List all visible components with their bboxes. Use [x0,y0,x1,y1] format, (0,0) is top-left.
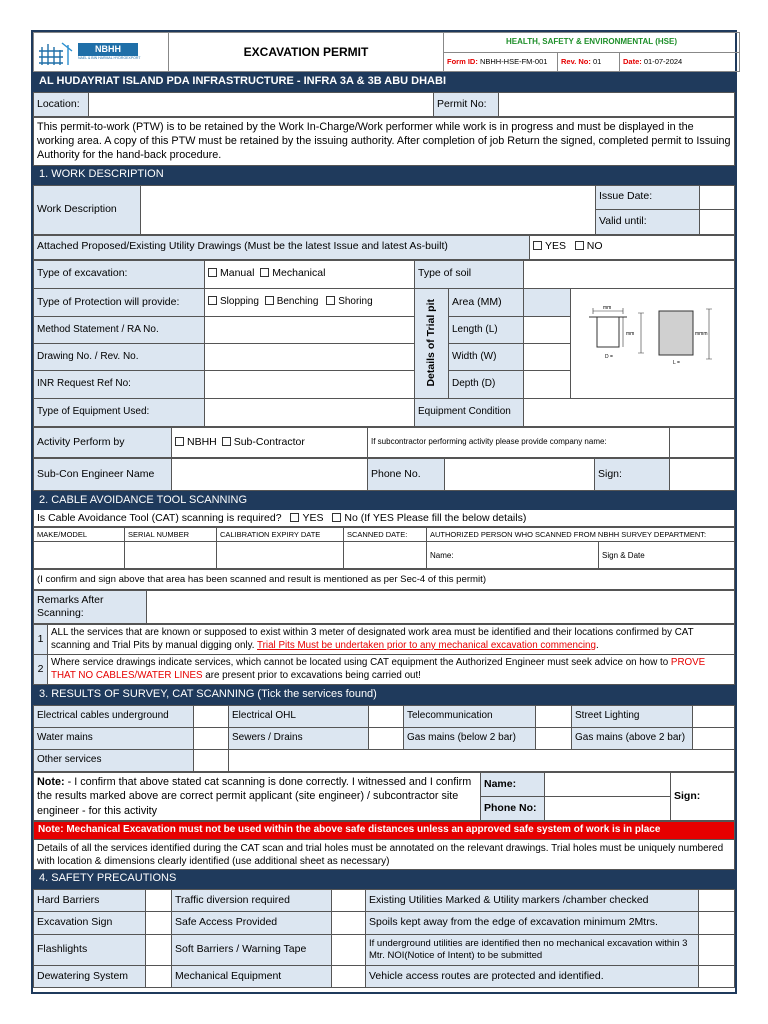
precaution-check[interactable] [332,934,366,965]
service-electrical-cables: Electrical cables underground [34,706,194,728]
activity-table [33,427,735,458]
diagram-mm-top: mm [603,304,612,311]
service-check[interactable] [369,728,404,750]
service-check[interactable] [693,706,735,728]
precaution-mechanical-equipment: Mechanical Equipment [172,965,332,987]
sign-date-field[interactable] [599,542,735,569]
drawings-no-checkbox[interactable] [575,241,584,250]
slopping-checkbox[interactable] [208,296,217,305]
type-soil-field[interactable] [524,260,735,288]
cat-scan-table [33,527,735,569]
form-title: EXCAVATION PERMIT [169,33,444,72]
mechanical-label: Mechanical [272,267,326,280]
service-check[interactable] [536,728,572,750]
nbhh-checkbox[interactable] [175,437,184,446]
inr-label: INR Request Ref No: [34,371,205,398]
precaution-check[interactable] [332,889,366,911]
authorized-name-field[interactable] [427,542,599,569]
depth-field[interactable] [524,371,571,398]
service-telecom: Telecommunication [404,706,536,728]
precaution-check[interactable] [332,965,366,987]
witness-note-text: - I confirm that above stated cat scanning is done correctly. I witnessed and I confirm the results marked above are correct permit applicant (site engineer) / subcontractor site engineer - for this activity [37,775,472,817]
precaution-check[interactable] [146,911,172,934]
col-make-model: MAKE/MODEL [34,528,125,542]
authorized-name-label: Name: [430,550,454,560]
phone-label: Phone No. [368,458,445,490]
precaution-check[interactable] [146,889,172,911]
diagram-l-label: L = [673,359,680,366]
precaution-excavation-sign: Excavation Sign [34,911,146,934]
service-other: Other services [34,750,194,772]
cat-no-checkbox[interactable] [332,513,341,522]
service-other-field[interactable] [229,750,735,772]
precaution-hard-barriers: Hard Barriers [34,889,146,911]
serial-field[interactable] [125,542,217,569]
precaution-utilities-marked: Existing Utilities Marked & Utility markers /chamber checked [366,889,699,911]
service-check[interactable] [693,728,735,750]
precaution-underground-utilities: If underground utilities are identified then no mechanical excavation within 3 Mtr. NOI(Notice of Intent) to be submitted [366,934,699,965]
note-1-text: ALL the services that are known or supposed to exist within 3 meter of designated work area must be identified and their locations confirmed by CAT scanning and Trial Pits by manual digging only. [51,627,694,651]
witness-sign-label[interactable]: Sign: [671,773,735,821]
issue-date-field[interactable] [700,185,735,209]
diagram-d-label: D = [605,353,613,360]
cat-notes-table [33,624,735,685]
calibration-field[interactable] [217,542,344,569]
location-field[interactable] [89,92,434,116]
work-desc-label: Work Description [34,185,141,234]
rev-label: Rev. No: [561,57,591,67]
service-check[interactable] [536,706,572,728]
section-1-title: 1. WORK DESCRIPTION [34,165,735,184]
width-label: Width (W) [449,344,524,371]
precaution-safe-access: Safe Access Provided [172,911,332,934]
cat-yes-label: YES [302,511,324,524]
service-gas-below: Gas mains (below 2 bar) [404,728,536,750]
scanned-date-field[interactable] [344,542,427,569]
manual-label: Manual [220,267,255,280]
area-field[interactable] [524,288,571,316]
col-authorized-person: AUTHORIZED PERSON WHO SCANNED FROM NBHH SURVEY DEPARTMENT: [427,528,735,542]
section-4-title: 4. SAFETY PRECAUTIONS [34,870,735,889]
note-2-text: Where service drawings indicate services, which cannot be located using CAT equipment the Authorized Engineer must seek advice on how to [51,657,671,669]
method-label: Method Statement / RA No. [34,316,205,343]
witness-note-label: Note: [37,775,68,788]
method-field[interactable] [205,316,415,343]
precaution-check[interactable] [699,889,735,911]
intro-text: This permit-to-work (PTW) is to be retained by the Work In-Charge/Work performer while work is in progress and must be displayed in the working area. A copy of this PTW must be retained by the issuing authority. After completion of job Return the signed, completed permit to Issuing Authority for the hand-back procedure. [34,117,735,165]
work-description-table [33,185,735,235]
drawing-no-field[interactable] [205,344,415,371]
permit-no-field[interactable] [499,92,735,116]
phone-field[interactable] [445,458,595,490]
subcon-company-field[interactable] [670,427,735,457]
manual-checkbox[interactable] [208,268,217,277]
subcontractor-label: Sub-Contractor [233,435,305,448]
drawings-yes-label: YES [545,240,567,253]
length-label: Length (L) [449,316,524,343]
equipment-label: Type of Equipment Used: [34,398,205,426]
header-table [33,32,740,72]
form-date: 01-07-2024 [643,57,683,67]
col-serial: SERIAL NUMBER [125,528,217,542]
section-2-title: 2. CABLE AVOIDANCE TOOL SCANNING [34,491,735,510]
benching-checkbox[interactable] [265,296,274,305]
note-1-red: Trial Pits Must be undertaken prior to any mechanical excavation commencing [257,639,596,651]
cat-yes-checkbox[interactable] [290,513,299,522]
safe-distance-warning: Note: Mechanical Excavation must not be used within the above safe distances unless an approved safe system of work is in place [34,822,735,840]
precaution-check[interactable] [699,965,735,987]
cat-no-label: No (If YES Please fill the below details) [344,511,527,524]
service-check[interactable] [194,750,229,772]
precaution-traffic-diversion: Traffic diversion required [172,889,332,911]
details-text: Details of all the services identified during the CAT scan and trial holes must be annotated on the relevant drawings. Trial holes must be uniquely numbered with location & dimensions clearly identified (use additional sheet as necessary) [34,840,735,870]
precaution-flashlights: Flashlights [34,934,146,965]
logo-text: NBHH [78,43,138,56]
remarks-field[interactable] [147,591,735,624]
precaution-dewatering: Dewatering System [34,965,146,987]
note-1-number: 1 [34,625,48,655]
service-gas-above: Gas mains (above 2 bar) [572,728,693,750]
service-street-lighting: Street Lighting [572,706,693,728]
area-label: Area (MM) [449,288,524,316]
length-field[interactable] [524,316,571,343]
sign-label: Sign: [595,458,670,490]
precaution-check[interactable] [146,934,172,965]
drawings-no-label: NO [586,240,603,253]
date-label: Date: [623,57,642,67]
precaution-check[interactable] [332,911,366,934]
note-2-end: are present prior to excavations being carried out! [202,669,421,681]
equipment-condition-label: Equipment Condition [415,398,524,426]
section-3-title: 3. RESULTS OF SURVEY, CAT SCANNING (Tick the services found) [34,686,735,705]
service-electrical-ohl: Electrical OHL [229,706,369,728]
slopping-label: Slopping [220,295,259,307]
work-desc-field[interactable] [141,185,596,234]
scan-confirm-text: (I confirm and sign above that area has been scanned and result is mentioned as per Sec-4 of this permit) [34,570,735,590]
drawings-label: Attached Proposed/Existing Utility Drawings (Must be the latest Issue and latest As-built) [34,235,530,259]
width-field[interactable] [524,344,571,371]
service-check[interactable] [194,706,229,728]
permit-no-label: Permit No: [434,92,499,116]
diagram-mm-side: mm [626,330,635,337]
issue-date-label: Issue Date: [596,185,700,209]
trial-pit-diagram [571,288,735,398]
witness-phone-field[interactable] [545,797,671,821]
precaution-spoils: Spoils kept away from the edge of excavation minimum 2Mtrs. [366,911,699,934]
drawings-yes-checkbox[interactable] [533,241,542,250]
mechanical-checkbox[interactable] [260,268,269,277]
location-label: Location: [34,92,89,116]
precaution-vehicle-access: Vehicle access routes are protected and identified. [366,965,699,987]
witness-name-label: Name: [481,773,545,797]
location-row [33,92,735,117]
sign-field[interactable] [670,458,735,490]
precaution-check[interactable] [699,911,735,934]
precaution-check[interactable] [699,934,735,965]
protection-label: Type of Protection will provide: [34,288,205,316]
form-id: NBHH-HSE-FM-001 [479,57,548,67]
trial-pit-label: Details of Trial pit [424,299,437,387]
project-title: AL HUDAYRIAT ISLAND PDA INFRASTRUCTURE - INFRA 3A & 3B ABU DHABI [34,73,735,92]
form-id-label: Form ID: [447,57,478,67]
col-calibration: CALIBRATION EXPIRY DATE [217,528,344,542]
excavation-details-table [33,260,735,427]
make-model-field[interactable] [34,542,125,569]
logo-grid-icon [38,41,76,67]
note-2-red: PROVE THAT NO CABLES/WATER LINES [51,657,706,681]
drawing-no-label: Drawing No. / Rev. No. [34,344,205,371]
subcontractor-checkbox[interactable] [222,437,231,446]
note-1-end: . [595,639,599,651]
col-scanned-date: SCANNED DATE: [344,528,427,542]
logo [34,33,169,72]
shoring-label: Shoring [338,295,373,307]
witness-name-field[interactable] [545,773,671,797]
type-excavation-label: Type of excavation: [34,260,205,288]
services-table [33,705,735,772]
inr-field[interactable] [205,371,415,398]
witness-phone-label: Phone No: [481,797,545,821]
cat-question: Is Cable Avoidance Tool (CAT) scanning is required? [37,511,282,524]
rev-no: 01 [592,57,602,67]
benching-label: Benching [276,295,319,307]
precaution-soft-barriers: Soft Barriers / Warning Tape [172,934,332,965]
note-2-number: 2 [34,655,48,685]
trench-diagram-icon [571,289,731,394]
equipment-condition-field[interactable] [524,398,735,426]
service-sewers: Sewers / Drains [229,728,369,750]
service-check[interactable] [194,728,229,750]
subcon-company-note: If subcontractor performing activity please provide company name: [368,427,670,457]
diagram-mmm-right: mmm [695,330,708,337]
nbhh-label: NBHH [187,435,217,448]
valid-until-field[interactable] [700,209,735,234]
sign-date-label: Sign & Date [602,550,645,560]
permit-page [31,30,737,994]
depth-label: Depth (D) [449,371,524,398]
hse-heading: HEALTH, SAFETY & ENVIRONMENTAL (HSE) [444,33,740,53]
remarks-label: Remarks After Scanning: [34,591,147,624]
subcon-engineer-field[interactable] [172,458,368,490]
logo-subtitle: NAEL & BIN HARMAL HYDROEXPORT [78,55,141,60]
service-water-mains: Water mains [34,728,194,750]
activity-label: Activity Perform by [34,427,172,457]
precaution-check[interactable] [146,965,172,987]
subcon-engineer-label: Sub-Con Engineer Name [34,458,172,490]
type-soil-label: Type of soil [415,260,524,288]
scan-witness-table [33,772,735,821]
equipment-field[interactable] [205,398,415,426]
shoring-checkbox[interactable] [326,296,335,305]
service-check[interactable] [369,706,404,728]
safety-precautions-table [33,889,735,988]
valid-until-label: Valid until: [596,209,700,234]
